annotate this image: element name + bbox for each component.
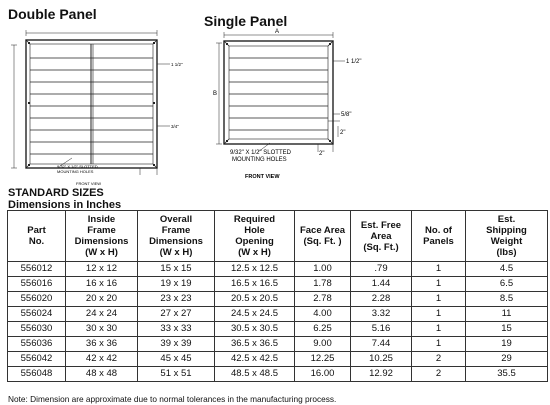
single-panel-drawing: [216, 32, 345, 152]
table-cell: 33 x 33: [138, 322, 215, 337]
table-cell: 24.5 x 24.5: [215, 307, 295, 322]
table-cell: 19 x 19: [138, 277, 215, 292]
table-cell: 42.5 x 42.5: [215, 352, 295, 367]
table-cell: 24 x 24: [66, 307, 138, 322]
table-cell: 8.5: [466, 292, 548, 307]
table-cell: 11: [466, 307, 548, 322]
table-cell: 1: [412, 337, 466, 352]
table-cell: 4.00: [295, 307, 351, 322]
column-header-line: Hole: [244, 225, 265, 236]
column-header-line: Est.: [497, 214, 516, 225]
standard-sizes-heading: [8, 187, 121, 211]
table-cell: 42 x 42: [66, 352, 138, 367]
column-header-line: Face Area: [299, 225, 346, 236]
column-header-line: Part: [27, 225, 46, 236]
table-cell: 16.5 x 16.5: [215, 277, 295, 292]
table-cell: 30.5 x 30.5: [215, 322, 295, 337]
table-cell: 556024: [8, 307, 66, 322]
single-slot-note-1: 9/32" X 1/2" SLOTTED: [230, 150, 291, 156]
column-header-line: Dimensions: [74, 236, 129, 247]
column-header-line: Frame: [161, 225, 191, 236]
column-header-line: Inside: [87, 214, 116, 225]
column-header-line: (Sq. Ft. ): [303, 236, 342, 247]
table-cell: 1: [412, 277, 466, 292]
table-cell: 16 x 16: [66, 277, 138, 292]
column-header-line: (lbs): [496, 247, 517, 258]
table-cell: 9.00: [295, 337, 351, 352]
table-cell: 36 x 36: [66, 337, 138, 352]
column-header-line: Frame: [87, 225, 116, 236]
table-cell: 27 x 27: [138, 307, 215, 322]
single-slot-note-2: MOUNTING HOLES: [232, 157, 287, 163]
double-dim-top: 1 1/2": [171, 62, 183, 67]
table-subtitle: Dimensions in Inches: [8, 199, 122, 211]
table-cell: 7.44: [351, 337, 412, 352]
table-cell: 36.5 x 36.5: [215, 337, 295, 352]
table-title: STANDARD SIZES: [8, 187, 104, 199]
double-dim-side: 3/4": [171, 124, 179, 129]
table-cell: 23 x 23: [138, 292, 215, 307]
single-dim-bottom: 2": [340, 130, 346, 136]
column-header-line: Dimensions: [149, 236, 203, 247]
table-cell: 5.16: [351, 322, 412, 337]
column-header-line: (Sq. Ft.): [363, 241, 399, 253]
column-header-line: (W x H): [159, 247, 193, 258]
table-cell: 1: [412, 262, 466, 277]
table-cell: 2.78: [295, 292, 351, 307]
table-row: [8, 337, 548, 352]
table-row: [8, 262, 548, 277]
table-cell: 12.5 x 12.5: [215, 262, 295, 277]
table-cell: 19: [466, 337, 548, 352]
table-cell: 45 x 45: [138, 352, 215, 367]
table-cell: 4.5: [466, 262, 548, 277]
table-cell: 29: [466, 352, 548, 367]
single-dim-corner: 2": [319, 151, 325, 157]
double-panel-drawing: [11, 30, 170, 175]
double-slot-note-1: 9/32" X 1/2" SLOTTED: [57, 164, 98, 169]
column-header: [295, 211, 351, 262]
table-cell: 35.5: [466, 367, 548, 382]
table-cell: 2: [412, 367, 466, 382]
column-header-line: No. of: [425, 225, 452, 236]
column-header: [138, 211, 215, 262]
table-cell: 2: [412, 352, 466, 367]
table-cell: 15: [466, 322, 548, 337]
column-header-line: No.: [28, 236, 45, 247]
table-cell: 12.25: [295, 352, 351, 367]
double-slot-note-2: MOUNTING HOLES: [57, 169, 94, 174]
table-cell: .79: [351, 262, 412, 277]
single-panel-title: Single Panel: [204, 13, 288, 29]
table-row: [8, 352, 548, 367]
table-cell: 30 x 30: [66, 322, 138, 337]
table-cell: 39 x 39: [138, 337, 215, 352]
table-cell: 12.92: [351, 367, 412, 382]
table-cell: 48.5 x 48.5: [215, 367, 295, 382]
table-cell: 556012: [8, 262, 66, 277]
single-dim-a: A: [275, 29, 280, 35]
column-header: [66, 211, 138, 262]
table-cell: 12 x 12: [66, 262, 138, 277]
column-header: [215, 211, 295, 262]
column-header-line: (W x H): [238, 247, 271, 258]
table-row: [8, 322, 548, 337]
table-cell: 1: [412, 322, 466, 337]
column-header: [412, 211, 466, 262]
column-header-line: (W x H): [85, 247, 118, 258]
table-cell: 1: [412, 292, 466, 307]
table-cell: 556036: [8, 337, 66, 352]
table-row: [8, 307, 548, 322]
table-cell: 556016: [8, 277, 66, 292]
table-cell: 20.5 x 20.5: [215, 292, 295, 307]
table-cell: 3.32: [351, 307, 412, 322]
double-panel-title: Double Panel: [8, 6, 97, 22]
table-cell: 556030: [8, 322, 66, 337]
table-cell: 6.25: [295, 322, 351, 337]
table-row: [8, 277, 548, 292]
single-dim-side: 5/8": [341, 112, 352, 118]
double-view-label: FRONT VIEW: [76, 181, 102, 186]
single-dim-b: B: [213, 91, 218, 97]
standard-sizes-table: [7, 210, 548, 382]
table-row: [8, 292, 548, 307]
column-header-line: Required: [233, 214, 276, 225]
table-cell: 556020: [8, 292, 66, 307]
table-cell: 1.00: [295, 262, 351, 277]
table-cell: 1.78: [295, 277, 351, 292]
table-cell: 10.25: [351, 352, 412, 367]
table-cell: 51 x 51: [138, 367, 215, 382]
column-header: [8, 211, 66, 262]
table-cell: 1.44: [351, 277, 412, 292]
table-body: [8, 262, 548, 382]
footnote: Note: Dimension are approximate due to normal tolerances in the manufacturing process.: [8, 394, 337, 404]
table-cell: 20 x 20: [66, 292, 138, 307]
column-header: [351, 211, 412, 262]
column-header: [466, 211, 548, 262]
table-cell: 16.00: [295, 367, 351, 382]
single-view-label: FRONT VIEW: [245, 174, 280, 180]
column-header-line: Area: [370, 230, 392, 242]
table-row: [8, 367, 548, 382]
column-header-line: Weight: [490, 236, 523, 247]
column-header-line: Shipping: [486, 225, 527, 236]
table-cell: 48 x 48: [66, 367, 138, 382]
table-cell: 15 x 15: [138, 262, 215, 277]
table-header-row: [8, 211, 548, 262]
column-header-line: Opening: [235, 236, 274, 247]
technical-drawings: [0, 0, 550, 190]
table-cell: 556048: [8, 367, 66, 382]
table-cell: 1: [412, 307, 466, 322]
column-header-line: Overall: [159, 214, 193, 225]
table-cell: 556042: [8, 352, 66, 367]
column-header-line: Est. Free: [360, 219, 402, 231]
single-dim-top: 1 1/2": [346, 59, 362, 65]
table-cell: 2.28: [351, 292, 412, 307]
column-header-line: Panels: [423, 236, 454, 247]
table-cell: 6.5: [466, 277, 548, 292]
